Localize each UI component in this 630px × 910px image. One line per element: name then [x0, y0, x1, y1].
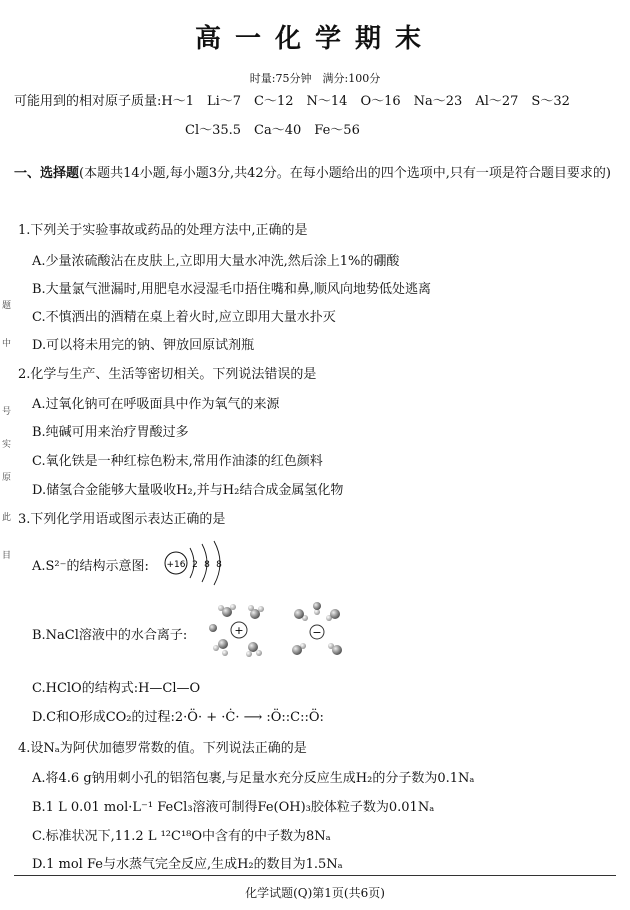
- question-2-option-d: D.储氢合金能够大量吸收H₂,并与H₂结合成金属氢化物: [32, 483, 344, 498]
- question-3-option-d-text: D.C和O形成CO₂的过程:: [32, 710, 175, 725]
- section-desc: (本题共14小题,每小题3分,共42分。在每小题给出的四个选项中,只有一项是符合题目要求的): [79, 166, 611, 181]
- question-3-option-b: B.NaCl溶液中的水合离子:: [32, 628, 188, 643]
- water-hydrogen: [230, 604, 236, 610]
- question-1-option-a: A.少量浓硫酸沾在皮肤上,立即用大量水冲洗,然后涂上1%的硼酸: [32, 254, 400, 269]
- question-1-option-c: C.不慎洒出的酒精在桌上着火时,应立即用大量水扑灭: [32, 310, 336, 325]
- margin-char: 目: [2, 551, 12, 561]
- section-heading: [14, 162, 620, 186]
- page-title: 高一化学期末: [194, 24, 435, 54]
- water-oxygen: [209, 624, 217, 632]
- water-oxygen: [332, 645, 342, 655]
- margin-char: 题: [2, 301, 12, 311]
- question-3-stem: 3.下列化学用语或图示表达正确的是: [18, 512, 226, 527]
- water-oxygen: [248, 642, 258, 652]
- water-hydrogen: [258, 606, 264, 612]
- margin-char: 原: [2, 473, 12, 483]
- nucleus-label: +16: [166, 560, 186, 570]
- water-oxygen: [294, 609, 304, 619]
- question-3-option-c: C.HClO的结构式:H—Cl—O: [32, 681, 201, 696]
- question-3-option-d: [32, 706, 324, 725]
- page-footer: 化学试题(Q)第1页(共6页): [245, 886, 385, 900]
- margin-char: 号: [2, 407, 12, 417]
- footer-divider: [14, 875, 616, 876]
- question-4-option-c: C.标准状况下,11.2 L ¹²C¹⁸O中含有的中子数为8Nₐ: [32, 829, 331, 844]
- atomic-masses-line2: Cl～35.5 Ca～40 Fe～56: [185, 123, 360, 138]
- question-4-stem: 4.设Nₐ为阿伏加德罗常数的值。下列说法正确的是: [18, 741, 307, 756]
- margin-char: 此: [2, 513, 12, 523]
- question-1-option-d: D.可以将未用完的钠、钾放回原试剂瓶: [32, 338, 255, 353]
- water-hydrogen: [213, 645, 219, 651]
- question-4-option-b: B.1 L 0.01 mol·L⁻¹ FeCl₃溶液可制得Fe(OH)₃胶体粒子数为0.01Nₐ: [32, 800, 435, 815]
- water-hydrogen: [248, 605, 254, 611]
- water-hydrogen: [222, 650, 228, 656]
- water-oxygen: [330, 609, 340, 619]
- water-hydrogen: [246, 651, 252, 657]
- question-3-option-a: A.S²⁻的结构示意图:: [32, 559, 149, 574]
- sulfide-structure-diagram: [160, 540, 230, 586]
- margin-char: 实: [2, 440, 12, 450]
- anion-cluster: [292, 602, 342, 655]
- question-4-option-a: A.将4.6 g钠用刺小孔的铝箔包裹,与足量水充分反应生成H₂的分子数为0.1Nₐ: [32, 771, 475, 786]
- shell-label-2: 8: [204, 560, 210, 570]
- question-1-option-b: B.大量氯气泄漏时,用肥皂水浸湿毛巾捂住嘴和鼻,顺风向地势低处逃离: [32, 282, 431, 297]
- water-oxygen: [292, 645, 302, 655]
- question-4-option-d: D.1 mol Fe与水蒸气完全反应,生成H₂的数目为1.5Nₐ: [32, 857, 343, 872]
- question-2-stem: 2.化学与生产、生活等密切相关。下列说法错误的是: [18, 367, 317, 382]
- anion-sign: −: [312, 626, 322, 639]
- cation-sign: +: [234, 624, 244, 637]
- question-1-stem: 1.下列关于实验事故或药品的处理方法中,正确的是: [18, 223, 308, 238]
- question-2-option-c: C.氧化铁是一种红棕色粉末,常用作油漆的红色颜料: [32, 454, 323, 469]
- question-2-option-a: A.过氧化钠可在呼吸面具中作为氧气的来源: [32, 397, 280, 412]
- water-oxygen: [313, 602, 321, 610]
- water-hydrogen: [256, 650, 262, 656]
- atomic-masses-line1: 可能用到的相对原子质量:H～1 Li～7 C～12 N～14 O～16 Na～23 Al～27 S～32: [14, 94, 570, 109]
- shell-label-1: 2: [192, 560, 198, 570]
- exam-meta: 时量:75分钟 满分:100分: [249, 72, 381, 85]
- co2-formation-process: 2·Ö· + ·Ċ· ⟶ :Ö::C::Ö:: [174, 710, 324, 725]
- water-hydrogen: [218, 605, 224, 611]
- section-title: 一、选择题: [14, 166, 80, 181]
- hydrated-ions-diagram: [205, 600, 355, 662]
- shell-label-3: 8: [216, 560, 222, 570]
- margin-char: 中: [2, 339, 12, 349]
- question-2-option-b: B.纯碱可用来治疗胃酸过多: [32, 425, 189, 440]
- water-oxygen: [218, 639, 228, 649]
- cation-cluster: [209, 604, 264, 657]
